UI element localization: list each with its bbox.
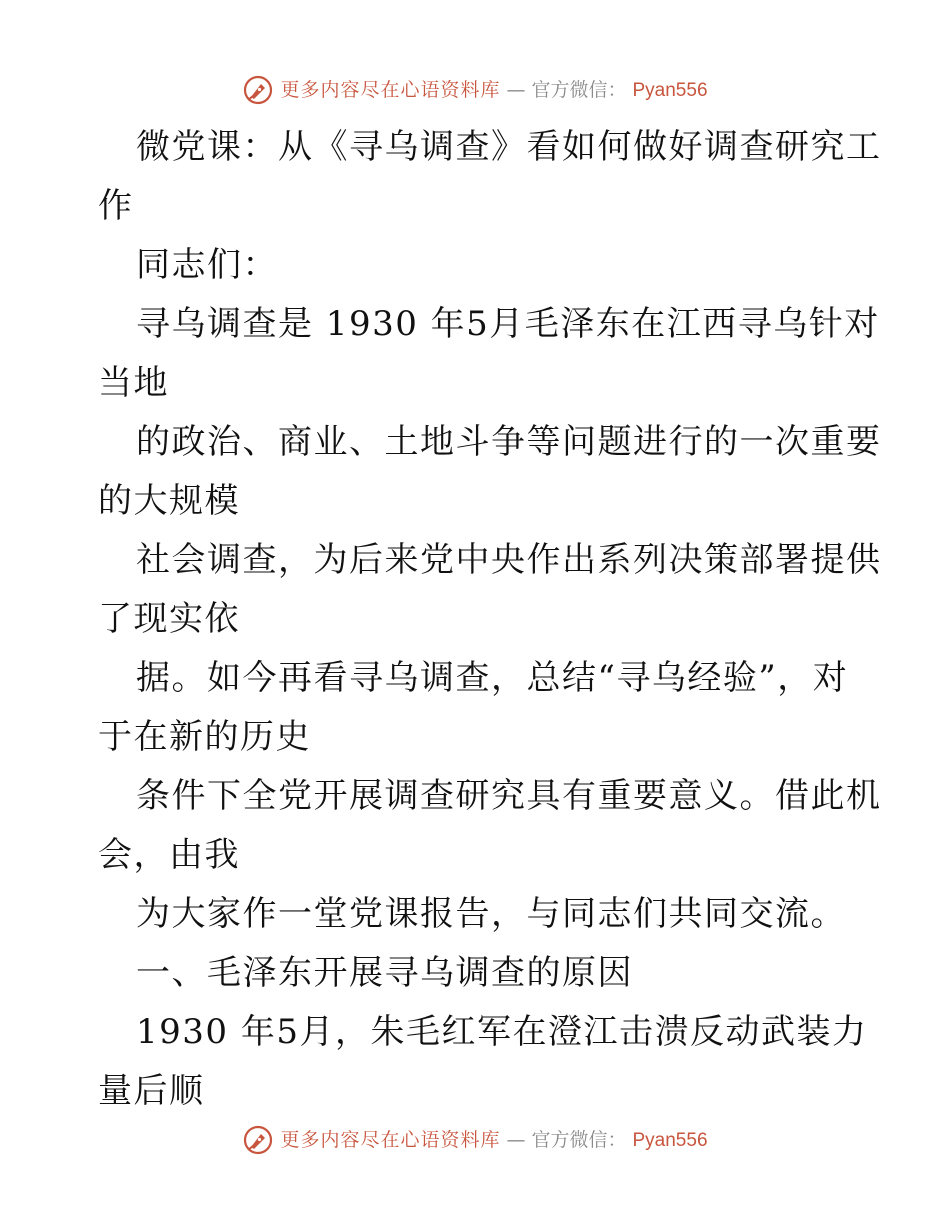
watermark-dash: — <box>506 1128 526 1151</box>
text-line: 了现实依 <box>98 599 240 639</box>
text-line: 条件下全党开展调查研究具有重要意义。借此机 <box>136 776 882 816</box>
pen-nib-logo-icon <box>242 1124 274 1156</box>
text-line: 当地 <box>98 363 169 403</box>
text-line: 寻乌调查是 1930 年5月毛泽东在江西寻乌针对 <box>136 304 880 344</box>
text-line: 于在新的历史 <box>98 717 311 757</box>
watermark-dash: — <box>506 78 526 101</box>
text-line: 同志们： <box>136 245 278 285</box>
header-watermark <box>0 70 950 110</box>
watermark-wechat-id: Pyan556 <box>632 79 708 101</box>
text-line: 微党课：从《寻乌调查》看如何做好调查研究工 <box>136 127 882 167</box>
document-body <box>98 118 882 1121</box>
text-line: 的大规模 <box>98 481 240 521</box>
text-line: 社会调查，为后来党中央作出系列决策部署提供 <box>136 540 882 580</box>
footer-watermark <box>0 1120 950 1160</box>
text-line: 量后顺 <box>98 1071 205 1111</box>
text-line: 为大家作一堂党课报告，与同志们共同交流。 <box>136 894 846 934</box>
text-line: 1930 年5月，朱毛红军在澄江击溃反动武装力 <box>136 1012 868 1052</box>
text-line: 据。如今再看寻乌调查，总结“寻乌经验”，对 <box>136 658 849 698</box>
watermark-label: 更多内容尽在心语资料库 <box>280 78 501 101</box>
watermark-label: 更多内容尽在心语资料库 <box>280 1128 501 1151</box>
pen-nib-logo-icon <box>242 74 274 106</box>
text-line: 会，由我 <box>98 835 240 875</box>
watermark-wechat-label: 官方微信： <box>531 78 627 101</box>
watermark-wechat-label: 官方微信： <box>531 1128 627 1151</box>
text-line: 作 <box>98 186 134 226</box>
text-line: 一、毛泽东开展寻乌调查的原因 <box>136 953 633 993</box>
watermark-wechat-id: Pyan556 <box>632 1129 708 1151</box>
text-line: 的政治、商业、土地斗争等问题进行的一次重要 <box>136 422 882 462</box>
